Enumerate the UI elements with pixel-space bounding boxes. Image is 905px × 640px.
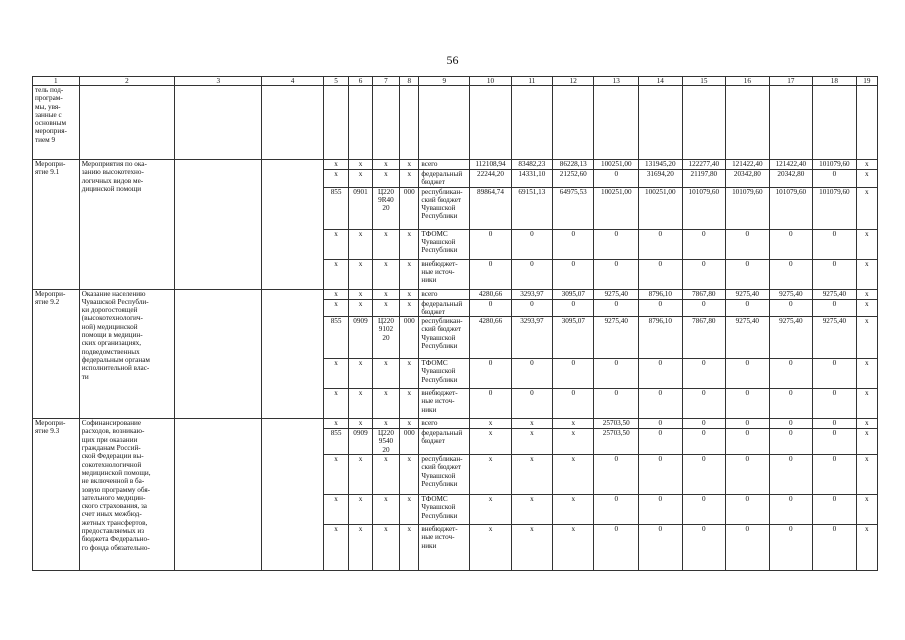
amount-cell: 0 xyxy=(553,259,594,289)
budget-code-c5: х xyxy=(323,299,348,317)
amount-cell: 101079,60 xyxy=(813,187,857,229)
budget-code-c8: х xyxy=(400,359,419,389)
amount-cell: 100251,00 xyxy=(594,187,639,229)
amount-cell: 0 xyxy=(769,359,813,389)
column-number: 16 xyxy=(726,77,770,86)
column-number: 7 xyxy=(372,77,400,86)
amount-cell: 0 xyxy=(594,359,639,389)
budget-code-c6: х xyxy=(349,455,372,495)
amount-cell: 9275,40 xyxy=(726,289,770,299)
amount-cell: 0 xyxy=(726,359,770,389)
amount-cell: 0 xyxy=(769,299,813,317)
amount-cell: 0 xyxy=(594,299,639,317)
column-number: 15 xyxy=(682,77,726,86)
funding-source: федеральный бюджет xyxy=(419,429,470,455)
amount-cell: 0 xyxy=(682,389,726,419)
amount-cell: 0 xyxy=(726,389,770,419)
funding-source: ТФОМС Чувашской Республики xyxy=(419,359,470,389)
column-number: 1 xyxy=(33,77,80,86)
amount-cell: 0 xyxy=(813,495,857,525)
amount-cell: 3293,97 xyxy=(511,289,552,299)
budget-table xyxy=(32,76,878,571)
last-column-cell: х xyxy=(856,359,877,389)
funding-source: всего xyxy=(419,160,470,170)
amount-cell: 112108,94 xyxy=(470,160,511,170)
column-number: 11 xyxy=(511,77,552,86)
amount-cell: 3095,07 xyxy=(553,289,594,299)
amount-cell: 7867,80 xyxy=(682,289,726,299)
budget-code-c5: х xyxy=(323,289,348,299)
amount-cell: 0 xyxy=(769,259,813,289)
indicator-cell xyxy=(262,160,324,290)
empty-cell xyxy=(553,86,594,160)
amount-cell: 0 xyxy=(726,455,770,495)
amount-cell: 0 xyxy=(813,525,857,571)
budget-code-c6: х xyxy=(349,389,372,419)
funding-source: внебюджет- ные источ- ники xyxy=(419,259,470,289)
funding-source: ТФОМС Чувашской Республики xyxy=(419,229,470,259)
amount-cell: 20342,80 xyxy=(769,170,813,188)
carry-over-row xyxy=(33,86,878,160)
measure-description: Оказание населению Чувашской Республи- ки дорогостоящей (высокотехнологич- ной) медицинской помощи в медицин- ских организациях, подведомственных федеральным органам исполнительной влас- ти xyxy=(79,289,175,419)
amount-cell: х xyxy=(511,419,552,429)
amount-cell: 3293,97 xyxy=(511,317,552,359)
budget-code-c5: х xyxy=(323,359,348,389)
funding-source: республикан- ский бюджет Чувашской Республики xyxy=(419,455,470,495)
empty-cell xyxy=(372,86,400,160)
budget-code-c8: х xyxy=(400,419,419,429)
amount-cell: 0 xyxy=(813,419,857,429)
amount-cell: 0 xyxy=(682,229,726,259)
amount-cell: 0 xyxy=(769,229,813,259)
column-number: 6 xyxy=(349,77,372,86)
column-number: 9 xyxy=(419,77,470,86)
budget-code-c8: х xyxy=(400,259,419,289)
empty-cell xyxy=(323,86,348,160)
empty-cell xyxy=(400,86,419,160)
amount-cell: 0 xyxy=(813,170,857,188)
budget-code-c6: х xyxy=(349,299,372,317)
amount-cell: 121422,40 xyxy=(769,160,813,170)
executor-cell xyxy=(175,419,262,571)
last-column-cell: х xyxy=(856,170,877,188)
amount-cell: х xyxy=(470,495,511,525)
budget-code-c7: х xyxy=(372,259,400,289)
last-column-cell: х xyxy=(856,389,877,419)
last-column-cell: х xyxy=(856,455,877,495)
budget-code-c8: х xyxy=(400,525,419,571)
amount-cell: 0 xyxy=(639,389,683,419)
amount-cell: 8796,10 xyxy=(639,317,683,359)
amount-cell: 31694,20 xyxy=(639,170,683,188)
amount-cell: 4280,66 xyxy=(470,289,511,299)
amount-cell: 0 xyxy=(594,259,639,289)
budget-code-c5: х xyxy=(323,160,348,170)
funding-source: республикан- ский бюджет Чувашской Республики xyxy=(419,187,470,229)
amount-cell: 25703,50 xyxy=(594,419,639,429)
budget-code-c5: 855 xyxy=(323,187,348,229)
budget-code-c5: х xyxy=(323,419,348,429)
amount-cell: 86228,13 xyxy=(553,160,594,170)
measure-name: Меропри- ятие 9.2 xyxy=(33,289,80,419)
last-column-cell: х xyxy=(856,160,877,170)
amount-cell: 64975,53 xyxy=(553,187,594,229)
empty-cell xyxy=(175,86,262,160)
empty-cell xyxy=(511,86,552,160)
budget-code-c5: х xyxy=(323,229,348,259)
amount-cell: 0 xyxy=(553,299,594,317)
budget-code-c8: х xyxy=(400,289,419,299)
table-row xyxy=(33,419,878,429)
budget-code-c7: х xyxy=(372,419,400,429)
amount-cell: 0 xyxy=(639,299,683,317)
amount-cell: 100251,00 xyxy=(639,187,683,229)
budget-code-c6: х xyxy=(349,160,372,170)
empty-cell xyxy=(594,86,639,160)
amount-cell: 101079,60 xyxy=(813,160,857,170)
funding-source: ТФОМС Чувашской Республики xyxy=(419,495,470,525)
budget-code-c7: х xyxy=(372,170,400,188)
budget-code-c5: х xyxy=(323,170,348,188)
amount-cell: 0 xyxy=(594,389,639,419)
budget-code-c8: х xyxy=(400,299,419,317)
amount-cell: 0 xyxy=(511,299,552,317)
funding-source: федеральный бюджет xyxy=(419,299,470,317)
measure-description: Софинансирование расходов, возникаю- щих при оказании гражданам Россий- ской Федерации вы- сокотехнологичной медицинской помощи, не включенной в ба- зовую программу обя- зательного медицин- ского страхования, за счет иных межбюд- жетных трансфертов, предоставляемых из бюджета Федерально- го фонда обязательно- xyxy=(79,419,175,571)
budget-code-c7: х xyxy=(372,455,400,495)
amount-cell: 0 xyxy=(639,455,683,495)
amount-cell: 9275,40 xyxy=(594,317,639,359)
amount-cell: 4280,66 xyxy=(470,317,511,359)
table-row xyxy=(33,289,878,299)
amount-cell: 20342,80 xyxy=(726,170,770,188)
amount-cell: х xyxy=(553,455,594,495)
budget-code-c7: Ц220 9R40 20 xyxy=(372,187,400,229)
amount-cell: х xyxy=(511,455,552,495)
budget-code-c6: 0909 xyxy=(349,429,372,455)
amount-cell: 0 xyxy=(594,525,639,571)
measure-name: Меропри- ятие 9.1 xyxy=(33,160,80,290)
budget-code-c7: х xyxy=(372,359,400,389)
budget-code-c6: х xyxy=(349,259,372,289)
amount-cell: 14331,10 xyxy=(511,170,552,188)
amount-cell: 9275,40 xyxy=(813,289,857,299)
amount-cell: 0 xyxy=(470,259,511,289)
amount-cell: 0 xyxy=(813,429,857,455)
last-column-cell: х xyxy=(856,229,877,259)
funding-source: всего xyxy=(419,419,470,429)
amount-cell: 0 xyxy=(682,359,726,389)
budget-code-c5: х xyxy=(323,525,348,571)
funding-source: внебюджет- ные источ- ники xyxy=(419,525,470,571)
budget-code-c5: 855 xyxy=(323,317,348,359)
amount-cell: 0 xyxy=(639,495,683,525)
column-number: 8 xyxy=(400,77,419,86)
table-row xyxy=(33,160,878,170)
empty-cell xyxy=(349,86,372,160)
amount-cell: 9275,40 xyxy=(726,317,770,359)
funding-source: внебюджет- ные источ- ники xyxy=(419,389,470,419)
amount-cell: 0 xyxy=(726,525,770,571)
budget-code-c8: х xyxy=(400,455,419,495)
budget-code-c7: х xyxy=(372,289,400,299)
amount-cell: 0 xyxy=(511,389,552,419)
budget-code-c6: х xyxy=(349,419,372,429)
amount-cell: 0 xyxy=(594,170,639,188)
empty-cell xyxy=(726,86,770,160)
budget-code-c7: х xyxy=(372,229,400,259)
empty-cell xyxy=(682,86,726,160)
column-number: 18 xyxy=(813,77,857,86)
empty-cell xyxy=(769,86,813,160)
budget-code-c8: 000 xyxy=(400,187,419,229)
budget-code-c8: 000 xyxy=(400,429,419,455)
amount-cell: 0 xyxy=(682,419,726,429)
executor-cell xyxy=(175,289,262,419)
measure-description: Мероприятия по ока- занию высокотехно- логичных видов ме- дицинской помощи xyxy=(79,160,175,290)
amount-cell: 25703,50 xyxy=(594,429,639,455)
amount-cell: 0 xyxy=(470,299,511,317)
amount-cell: 0 xyxy=(639,259,683,289)
budget-code-c6: 0901 xyxy=(349,187,372,229)
amount-cell: 0 xyxy=(726,299,770,317)
amount-cell: 0 xyxy=(682,495,726,525)
amount-cell: х xyxy=(553,525,594,571)
budget-code-c7: Ц220 9540 20 xyxy=(372,429,400,455)
amount-cell: 0 xyxy=(682,299,726,317)
amount-cell: 0 xyxy=(511,229,552,259)
amount-cell: 0 xyxy=(470,389,511,419)
budget-code-c8: х xyxy=(400,170,419,188)
amount-cell: х xyxy=(470,455,511,495)
column-number: 14 xyxy=(639,77,683,86)
amount-cell: 0 xyxy=(639,359,683,389)
amount-cell: 21197,80 xyxy=(682,170,726,188)
amount-cell: 0 xyxy=(726,259,770,289)
last-column-cell: х xyxy=(856,419,877,429)
empty-cell xyxy=(813,86,857,160)
budget-code-c7: х xyxy=(372,525,400,571)
amount-cell: 0 xyxy=(594,455,639,495)
empty-cell xyxy=(856,86,877,160)
amount-cell: 101079,60 xyxy=(726,187,770,229)
amount-cell: 121422,40 xyxy=(726,160,770,170)
amount-cell: 83482,23 xyxy=(511,160,552,170)
column-number: 10 xyxy=(470,77,511,86)
amount-cell: 22244,20 xyxy=(470,170,511,188)
amount-cell: 0 xyxy=(553,359,594,389)
budget-code-c5: х xyxy=(323,495,348,525)
amount-cell: 0 xyxy=(682,259,726,289)
budget-code-c6: х xyxy=(349,229,372,259)
budget-code-c7: х xyxy=(372,299,400,317)
carry-over-text: тель под- програм- мы, увя- занные с основным мероприя- тием 9 xyxy=(33,86,80,160)
budget-code-c8: х xyxy=(400,389,419,419)
column-number: 5 xyxy=(323,77,348,86)
amount-cell: 0 xyxy=(594,229,639,259)
amount-cell: 3095,07 xyxy=(553,317,594,359)
amount-cell: 0 xyxy=(813,229,857,259)
amount-cell: 0 xyxy=(553,229,594,259)
column-number: 13 xyxy=(594,77,639,86)
amount-cell: 0 xyxy=(813,359,857,389)
amount-cell: 131945,20 xyxy=(639,160,683,170)
amount-cell: 9275,40 xyxy=(769,289,813,299)
empty-cell xyxy=(419,86,470,160)
column-number: 12 xyxy=(553,77,594,86)
amount-cell: 0 xyxy=(769,419,813,429)
budget-code-c6: 0909 xyxy=(349,317,372,359)
amount-cell: 69151,13 xyxy=(511,187,552,229)
column-number: 2 xyxy=(79,77,175,86)
empty-cell xyxy=(79,86,175,160)
last-column-cell: х xyxy=(856,299,877,317)
amount-cell: 0 xyxy=(726,229,770,259)
amount-cell: 0 xyxy=(726,495,770,525)
amount-cell: 0 xyxy=(769,495,813,525)
amount-cell: х xyxy=(470,419,511,429)
budget-code-c5: х xyxy=(323,389,348,419)
budget-code-c8: х xyxy=(400,495,419,525)
amount-cell: 0 xyxy=(769,525,813,571)
amount-cell: 0 xyxy=(769,429,813,455)
page-number: 56 xyxy=(446,53,459,67)
column-number-row xyxy=(33,77,878,86)
amount-cell: 0 xyxy=(682,525,726,571)
budget-code-c5: х xyxy=(323,455,348,495)
funding-source: республикан- ский бюджет Чувашской Республики xyxy=(419,317,470,359)
amount-cell: 21252,60 xyxy=(553,170,594,188)
last-column-cell: х xyxy=(856,187,877,229)
amount-cell: 0 xyxy=(682,455,726,495)
budget-code-c8: х xyxy=(400,229,419,259)
budget-code-c6: х xyxy=(349,525,372,571)
column-number: 17 xyxy=(769,77,813,86)
amount-cell: х xyxy=(470,525,511,571)
budget-code-c7: Ц220 9102 20 xyxy=(372,317,400,359)
amount-cell: х xyxy=(511,525,552,571)
amount-cell: 8796,10 xyxy=(639,289,683,299)
amount-cell: 122277,40 xyxy=(682,160,726,170)
budget-code-c7: х xyxy=(372,160,400,170)
empty-cell xyxy=(262,86,324,160)
amount-cell: 0 xyxy=(511,259,552,289)
budget-code-c7: х xyxy=(372,495,400,525)
amount-cell: х xyxy=(553,429,594,455)
budget-code-c6: х xyxy=(349,359,372,389)
amount-cell: 0 xyxy=(470,229,511,259)
amount-cell: 0 xyxy=(813,259,857,289)
amount-cell: 0 xyxy=(639,525,683,571)
amount-cell: х xyxy=(511,495,552,525)
amount-cell: 0 xyxy=(511,359,552,389)
budget-code-c5: х xyxy=(323,259,348,289)
amount-cell: 0 xyxy=(726,429,770,455)
indicator-cell xyxy=(262,289,324,419)
last-column-cell: х xyxy=(856,495,877,525)
budget-code-c6: х xyxy=(349,170,372,188)
empty-cell xyxy=(470,86,511,160)
amount-cell: 0 xyxy=(682,429,726,455)
budget-code-c7: х xyxy=(372,389,400,419)
amount-cell: 0 xyxy=(639,419,683,429)
budget-code-c6: х xyxy=(349,495,372,525)
column-number: 3 xyxy=(175,77,262,86)
amount-cell: 0 xyxy=(769,389,813,419)
amount-cell: 0 xyxy=(726,419,770,429)
column-number: 4 xyxy=(262,77,324,86)
amount-cell: 0 xyxy=(813,389,857,419)
executor-cell xyxy=(175,160,262,290)
amount-cell: 7867,80 xyxy=(682,317,726,359)
amount-cell: 0 xyxy=(813,299,857,317)
last-column-cell: х xyxy=(856,289,877,299)
amount-cell: х xyxy=(511,429,552,455)
amount-cell: 0 xyxy=(639,229,683,259)
amount-cell: 0 xyxy=(769,455,813,495)
budget-code-c6: х xyxy=(349,289,372,299)
amount-cell: 0 xyxy=(553,389,594,419)
amount-cell: 0 xyxy=(470,359,511,389)
amount-cell: 0 xyxy=(594,495,639,525)
amount-cell: 101079,60 xyxy=(769,187,813,229)
amount-cell: х xyxy=(470,429,511,455)
amount-cell: 9275,40 xyxy=(594,289,639,299)
budget-code-c8: х xyxy=(400,160,419,170)
amount-cell: х xyxy=(553,419,594,429)
amount-cell: 9275,40 xyxy=(769,317,813,359)
amount-cell: 0 xyxy=(813,455,857,495)
amount-cell: х xyxy=(553,495,594,525)
amount-cell: 89864,74 xyxy=(470,187,511,229)
last-column-cell: х xyxy=(856,429,877,455)
table-body xyxy=(33,77,878,571)
funding-source: федеральный бюджет xyxy=(419,170,470,188)
empty-cell xyxy=(639,86,683,160)
last-column-cell: х xyxy=(856,317,877,359)
last-column-cell: х xyxy=(856,525,877,571)
indicator-cell xyxy=(262,419,324,571)
amount-cell: 101079,60 xyxy=(682,187,726,229)
amount-cell: 100251,00 xyxy=(594,160,639,170)
budget-code-c8: 000 xyxy=(400,317,419,359)
funding-source: всего xyxy=(419,289,470,299)
amount-cell: 0 xyxy=(639,429,683,455)
budget-code-c5: 855 xyxy=(323,429,348,455)
amount-cell: 9275,40 xyxy=(813,317,857,359)
column-number: 19 xyxy=(856,77,877,86)
last-column-cell: х xyxy=(856,259,877,289)
measure-name: Меропри- ятие 9.3 xyxy=(33,419,80,571)
